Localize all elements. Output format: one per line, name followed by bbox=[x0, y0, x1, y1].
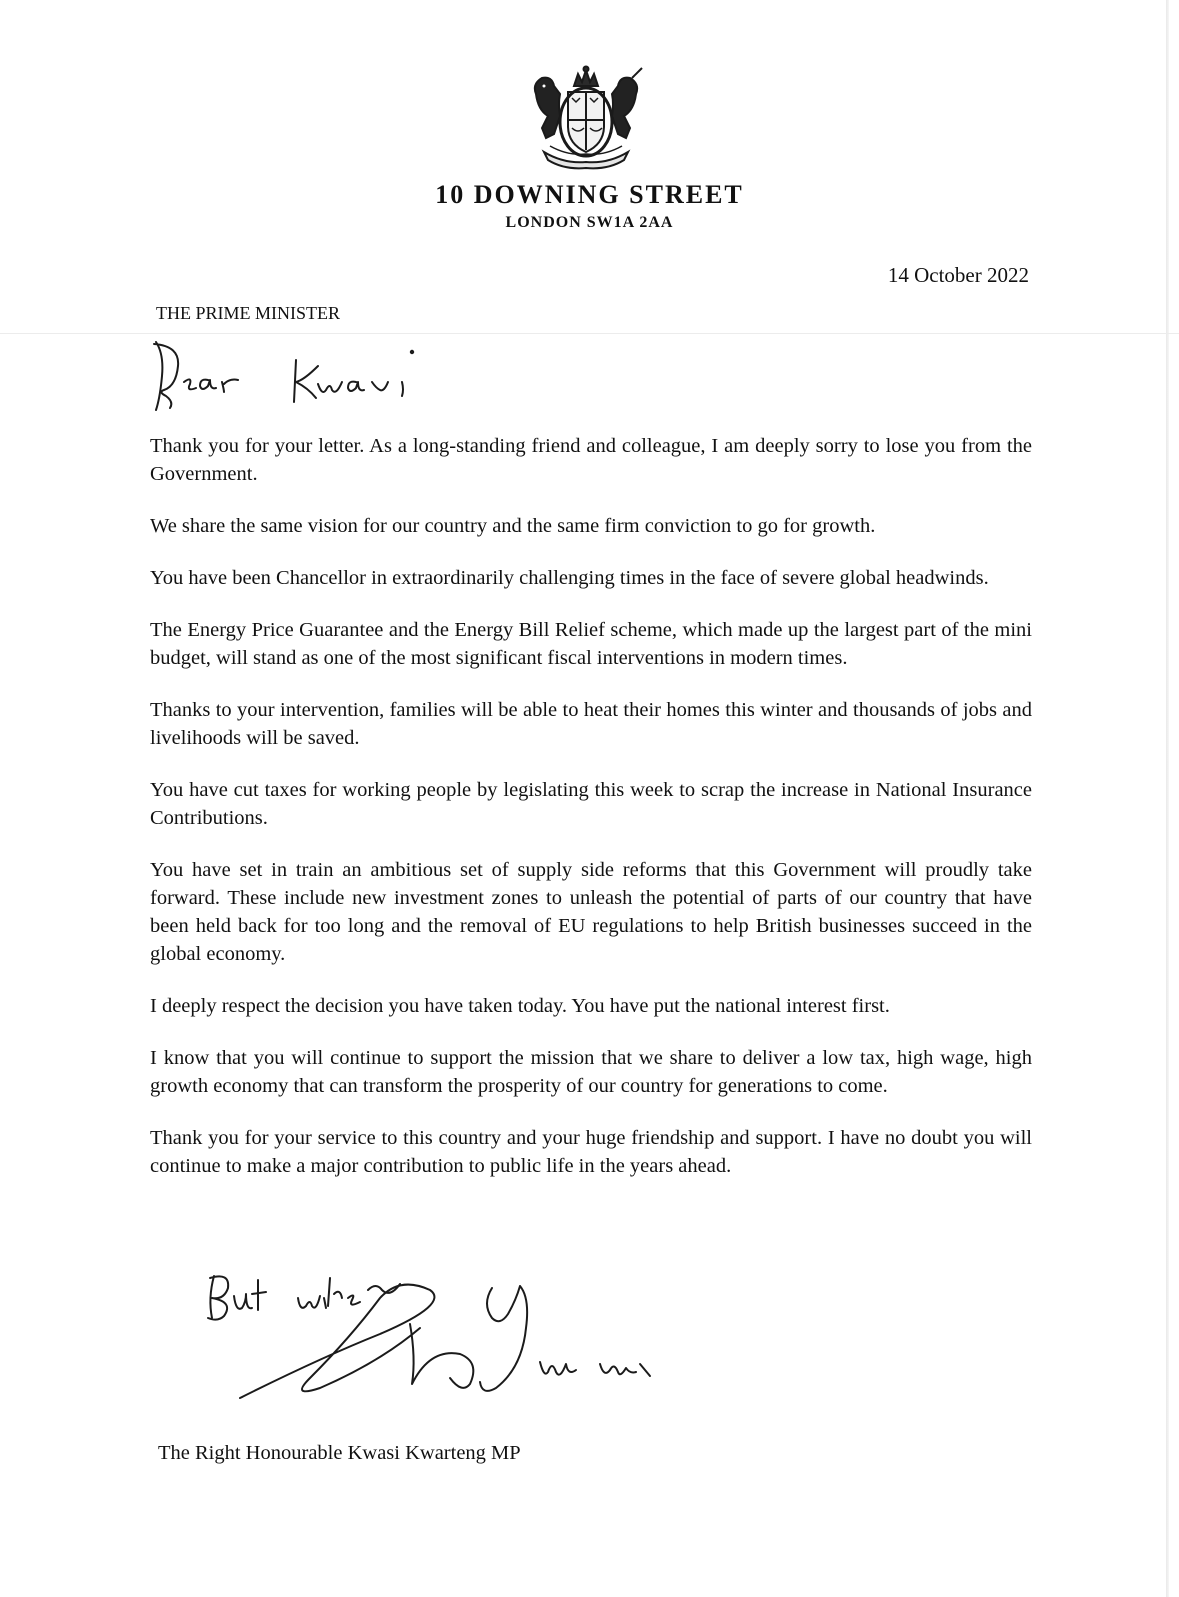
address-line-2: LONDON SW1A 2AA bbox=[505, 214, 674, 231]
paragraph-2: We share the same vision for our country and the same firm conviction to go for growth. bbox=[150, 515, 876, 537]
paragraph-7: You have set in train an ambitious set of supply side reforms that this Government will proudly take forward. These include new investment zones to unleash the potential of parts of our country that have been held back for too long and the removal of EU regulations to help British businesses succeed in the global economy. bbox=[150, 859, 1032, 965]
address-line-1: 10 DOWNING STREET bbox=[435, 180, 744, 209]
handwritten-salutation bbox=[150, 336, 440, 416]
paragraph-5: Thanks to your intervention, families will be able to heat their homes this winter and thousands of jobs and livelihoods will be saved. bbox=[150, 699, 1032, 749]
letter-body bbox=[150, 432, 1032, 1204]
letter-date: 14 October 2022 bbox=[887, 263, 1029, 287]
paragraph-10: Thank you for your service to this country and your huge friendship and support. I have no doubt you will continue to make a major contribution to public life in the years ahead. bbox=[150, 1127, 1032, 1177]
paragraph-6: You have cut taxes for working people by legislating this week to scrap the increase in National Insurance Contributions. bbox=[150, 779, 1032, 829]
royal-coat-of-arms-icon bbox=[524, 64, 648, 172]
recipient-name: The Right Honourable Kwasi Kwarteng MP bbox=[158, 1442, 521, 1464]
paragraph-8: I deeply respect the decision you have taken today. You have put the national interest first. bbox=[150, 995, 890, 1017]
page-fold-line bbox=[0, 333, 1179, 334]
sender-title: THE PRIME MINISTER bbox=[156, 303, 340, 323]
paragraph-3: You have been Chancellor in extraordinarily challenging times in the face of severe global headwinds. bbox=[150, 567, 989, 589]
paragraph-1: Thank you for your letter. As a long-standing friend and colleague, I am deeply sorry to lose you from the Government. bbox=[150, 435, 1032, 485]
paragraph-9: I know that you will continue to support the mission that we share to deliver a low tax, high wage, high growth economy that can transform the prosperity of our country for generations to come. bbox=[150, 1047, 1032, 1097]
letterhead-address bbox=[0, 178, 1179, 234]
page-edge bbox=[1166, 0, 1169, 1597]
handwritten-signature bbox=[200, 1268, 700, 1418]
paragraph-4: The Energy Price Guarantee and the Energy Bill Relief scheme, which made up the largest part of the mini budget, will stand as one of the most significant fiscal interventions in modern times. bbox=[150, 619, 1032, 669]
